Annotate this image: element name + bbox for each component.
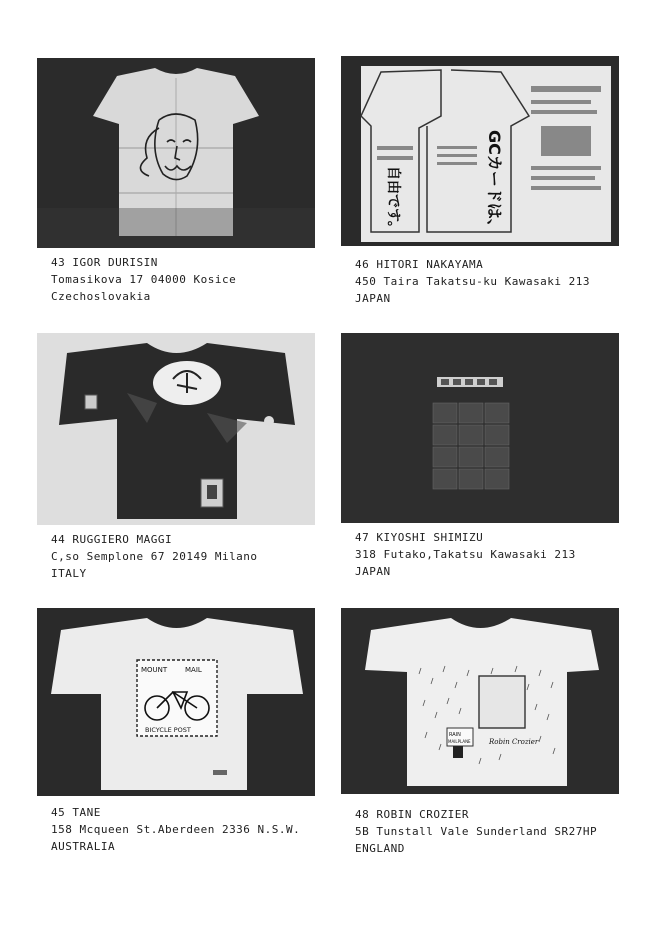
stamp-text-mount: MOUNT [141,666,168,674]
artist-country: Czechoslovakia [51,290,151,303]
artist-name: 47 KIYOSHI SHIMIZU [355,531,484,544]
artist-address: 5B Tunstall Vale Sunderland SR27HP [355,825,598,838]
drawing-text-rain: RAIN [449,732,461,738]
artist-signature: Robin Crozier [489,738,539,746]
photo-stamp-grid [341,333,619,523]
drawing-text-mailplane: MAILPLANE [448,739,471,744]
artist-name: 46 HITORI NAKAYAMA [355,258,484,271]
stamp-text-mail: MAIL [185,666,202,674]
artist-address: Tomasikova 17 04000 Kosice [51,273,237,286]
photo-bicycle-shirt [37,608,315,796]
artist-country: ENGLAND [355,842,405,855]
artist-country: JAPAN [355,565,391,578]
artist-address: 158 Mcqueen St.Aberdeen 2336 N.S.W. [51,823,301,836]
photo-slogan-2: 自由です。 [385,166,401,235]
artist-address: 450 Taira Takatsu-ku Kawasaki 213 [355,275,591,288]
artist-address: 318 Futako,Takatsu Kawasaki 213 [355,548,576,561]
artist-country: AUSTRALIA [51,840,116,853]
photo-dark-shirt [37,333,315,525]
artist-address: C,so Semplone 67 20149 Milano [51,550,258,563]
stamp-text-bicycle-post: BICYCLE POST [145,726,191,734]
artist-country: JAPAN [355,292,391,305]
artist-country: ITALY [51,567,87,580]
artist-name: 43 IGOR DURISIN [51,256,158,269]
caption-46 [355,256,590,307]
caption-45 [51,804,300,855]
caption-43 [51,254,236,305]
artist-name: 48 ROBIN CROZIER [355,808,469,821]
caption-48 [355,806,597,857]
caption-44 [51,531,258,582]
photo-slogan-1: GCカードは、 [485,130,504,235]
photo-tshirt-face [37,58,315,248]
artist-name: 44 RUGGIERO MAGGI [51,533,173,546]
caption-47 [355,529,576,580]
artist-name: 45 TANE [51,806,101,819]
photo-rain-shirt [341,608,619,794]
photo-newspaper-shirt [341,56,619,246]
